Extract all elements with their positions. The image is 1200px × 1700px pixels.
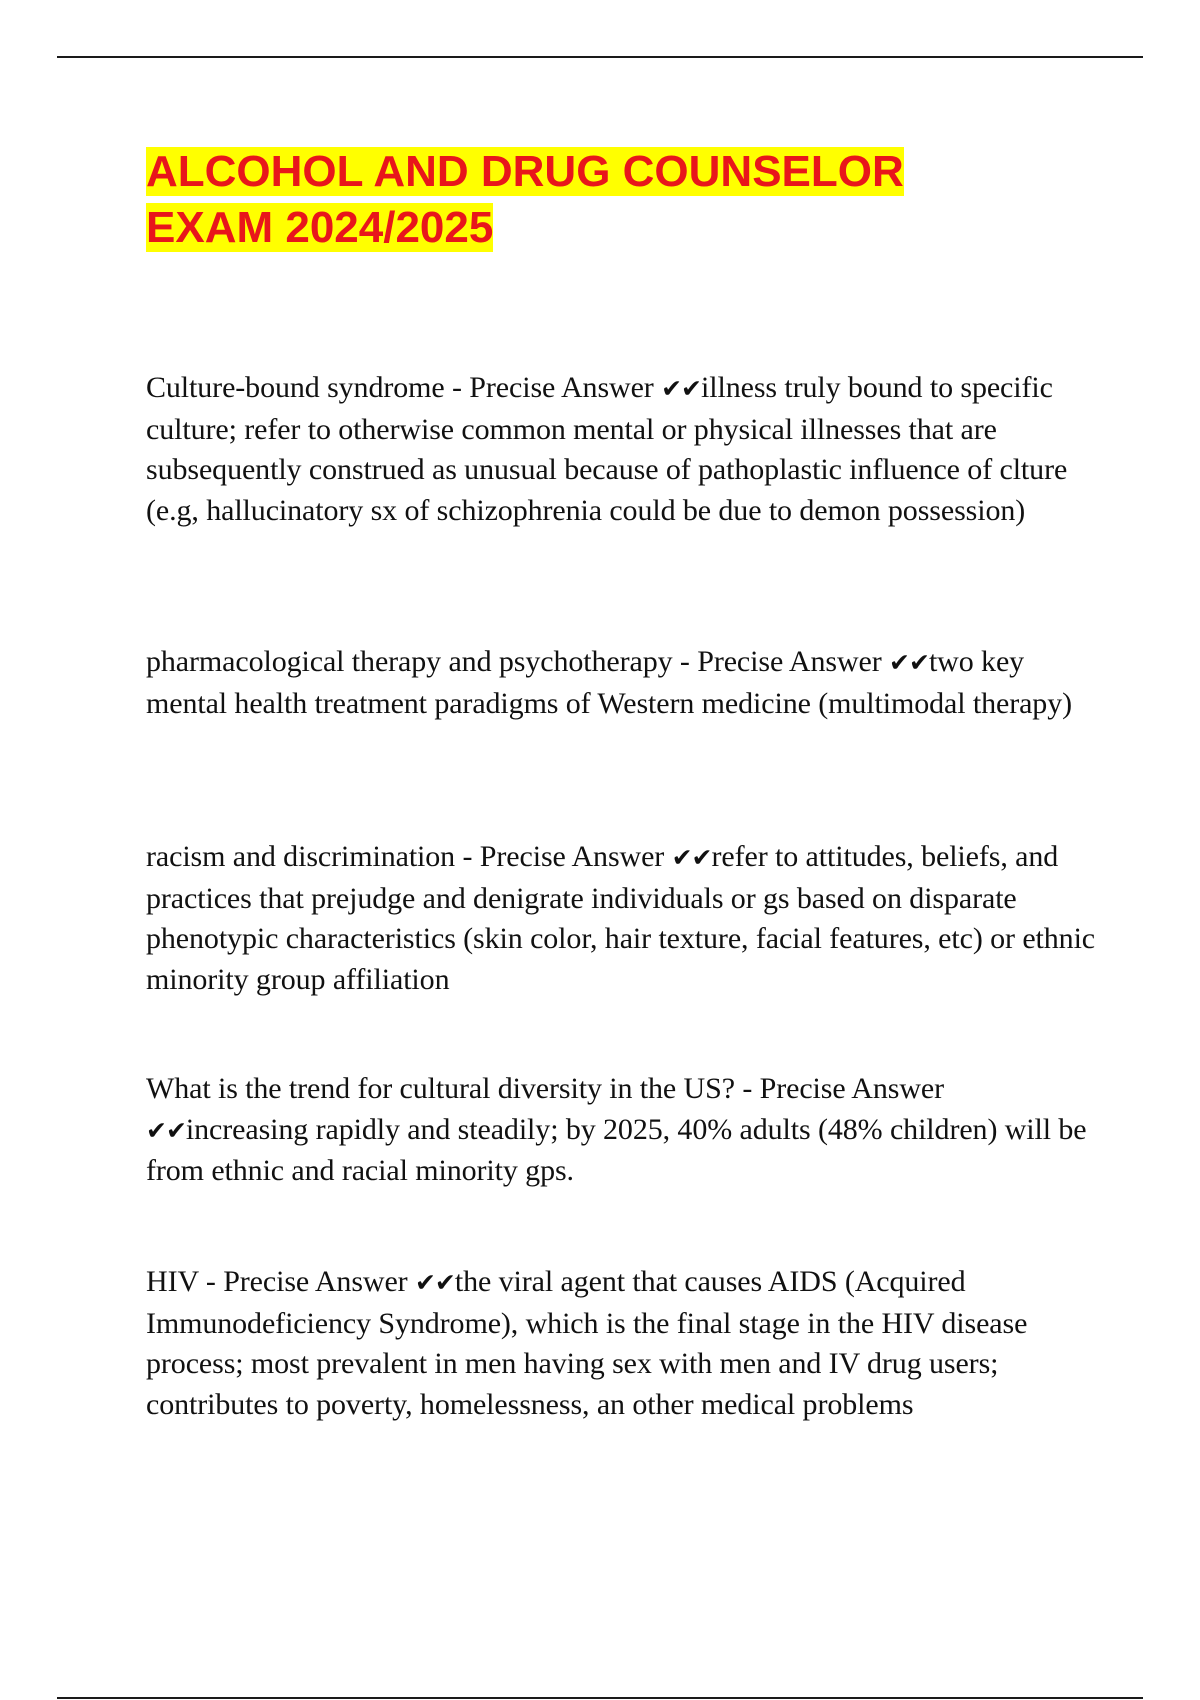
double-checkmark-icon: ✔✔ [661, 374, 701, 403]
title-line-2: EXAM 2024/2025 [146, 203, 494, 252]
qa-answer-label: Precise Answer [223, 1265, 415, 1298]
qa-separator: - [734, 1072, 760, 1105]
qa-answer-label: Precise Answer [697, 645, 890, 678]
double-checkmark-icon: ✔✔ [671, 843, 712, 872]
qa-separator: - [455, 840, 480, 873]
qa-term: HIV [146, 1265, 199, 1298]
double-checkmark-icon: ✔✔ [146, 1115, 186, 1145]
qa-entry [146, 837, 1096, 1000]
qa-entry [146, 368, 1096, 531]
qa-term: Culture-bound syndrome [146, 371, 445, 404]
qa-answer: illness truly bound to specific culture; refer to otherwise common mental or physical illnesses that are subsequently construed as unusual because of pathoplastic influence of clture (e.g, hallucinatory sx of schizophrenia could be due to demon possession) [146, 371, 1068, 527]
qa-answer: the viral agent that causes AIDS (Acquired Immunodeficiency Syndrome), which is the final stage in the HIV disease process; most prevalent in men having sex with men and IV drug users; contributes to poverty, homelessness, an other medical problems [146, 1265, 1028, 1421]
qa-term: What is the trend for cultural diversity in the US? [146, 1072, 735, 1105]
double-checkmark-icon: ✔✔ [889, 648, 929, 677]
qa-entry [146, 642, 1096, 724]
qa-separator: - [198, 1265, 224, 1298]
double-checkmark-icon: ✔✔ [414, 1268, 455, 1297]
qa-term: racism and discrimination [146, 840, 456, 873]
qa-answer-label: Precise Answer [759, 1072, 945, 1105]
qa-entry [146, 1069, 1096, 1192]
qa-answer-label: Precise Answer [479, 840, 672, 873]
qa-separator: - [672, 645, 698, 678]
qa-answer: two key mental health treatment paradigms of Western medicine (multimodal therapy) [146, 645, 1072, 720]
qa-answer: increasing rapidly and steadily; by 2025, 40% adults (48% children) will be from ethnic and racial minority gps. [146, 1112, 1087, 1187]
qa-separator: - [444, 371, 470, 404]
title-line-1: ALCOHOL AND DRUG COUNSELOR [146, 147, 904, 196]
qa-answer-label: Precise Answer [469, 371, 662, 404]
header-rule [57, 56, 1143, 58]
qa-term: pharmacological therapy and psychotherapy [146, 645, 673, 678]
page-title [146, 144, 1066, 256]
qa-answer: refer to attitudes, beliefs, and practices that prejudge and denigrate individuals or gs based on disparate phenotypic characteristics (skin color, hair texture, facial features, etc) or ethnic minority group affiliation [146, 840, 1096, 996]
qa-entry [146, 1262, 1096, 1425]
footer-rule [57, 1697, 1143, 1699]
